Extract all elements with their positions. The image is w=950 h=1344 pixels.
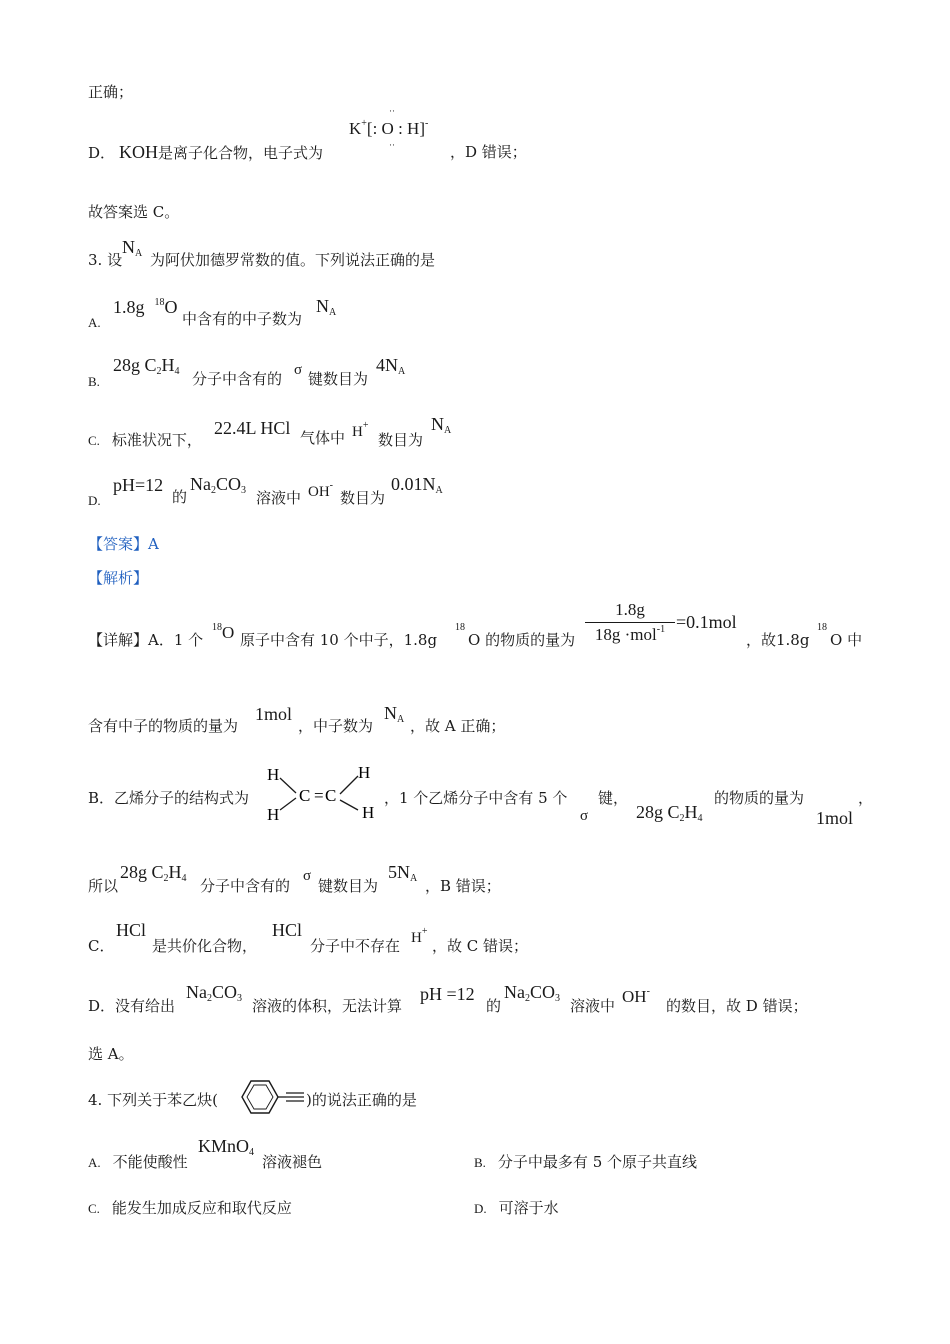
option-label-c: C. 能发生加成反应和取代反应 xyxy=(88,1199,292,1217)
formula-4na: $4N_A$ xyxy=(376,355,406,377)
text-fragment: 为阿伏加德罗常数的值。下列说法正确的是 xyxy=(150,251,436,269)
text-fragment: ，故1.8g xyxy=(746,631,810,649)
text-fragment: 分子中含有的 xyxy=(200,877,291,895)
text-fragment: O 的物质的量为 xyxy=(468,631,576,649)
formula-ph: pH =12 xyxy=(420,984,475,1004)
text-fragment: 的物质的量为 xyxy=(714,789,805,807)
sigma-symbol: σ xyxy=(580,808,589,824)
fraction xyxy=(585,600,675,645)
formula-ph: pH=12 xyxy=(113,475,164,495)
formula-na2co3: $Na_2CO_3$ xyxy=(190,474,247,496)
formula-na: $N_A$ xyxy=(384,703,405,725)
text-fragment: ， xyxy=(858,789,874,807)
question-3-stem: 3. 设 xyxy=(88,251,123,269)
text-fragment: 的 xyxy=(172,488,188,506)
text-fragment: B．乙烯分子的结构式为 xyxy=(88,789,250,807)
text-fragment: 溶液中 xyxy=(570,997,616,1015)
formula-na: $N_A$ xyxy=(431,414,452,436)
svg-text:=: = xyxy=(314,786,324,805)
fraction-numerator: 1.8g xyxy=(615,600,645,619)
text-fragment: 数目为 xyxy=(340,489,386,507)
superscript: 18 xyxy=(817,622,827,633)
formula-h-plus: H+ xyxy=(411,926,428,946)
text-fragment: 键， xyxy=(598,789,629,807)
svg-text:H: H xyxy=(267,805,280,824)
option-label-c: C. 标准状况下， xyxy=(88,431,202,449)
text-line: 选 A。 xyxy=(88,1045,134,1063)
formula-18o: 1.8g $^{18}$O xyxy=(113,297,178,317)
formula-kmno4: KMnO$_4$ xyxy=(198,1136,255,1158)
text-line: 正确； xyxy=(88,83,134,101)
formula-ethylene: 28g $C_2H_4$ xyxy=(120,862,187,884)
svg-text:H: H xyxy=(358,763,371,782)
lewis-structure-koh: K+[: O : H]- ·· ·· xyxy=(349,106,429,150)
option-label-a: A. xyxy=(88,315,101,330)
formula-na2co3: $Na_2CO_3$ xyxy=(504,982,561,1004)
formula-001na: $0.01N_A$ xyxy=(391,474,443,496)
formula-1mol: 1mol xyxy=(816,808,854,828)
svg-text:H: H xyxy=(267,765,280,784)
option-label-d: D. xyxy=(88,493,101,508)
formula-hcl: HCl xyxy=(272,920,303,940)
sigma-symbol: σ xyxy=(303,868,312,884)
text-fragment: 是共价化合物， xyxy=(152,937,258,955)
text-fragment: 键数目为 xyxy=(318,877,379,895)
text-fragment: 分子中不存在 xyxy=(310,937,401,955)
text-fragment: ，中子数为 xyxy=(298,717,374,735)
text-fragment: 溶液的体积，无法计算 xyxy=(252,997,403,1015)
text-fragment: O 中 xyxy=(830,631,863,649)
analysis-tag: 【解析】 xyxy=(88,569,149,587)
sigma-symbol: σ xyxy=(294,362,303,378)
text-fragment: D．没有给出 xyxy=(88,997,176,1015)
formula-na: $N_A$ xyxy=(122,237,143,259)
text-fragment: 分子中含有的 xyxy=(192,370,283,388)
text-fragment: 键数目为 xyxy=(308,370,369,388)
text-fragment: ，1 个乙烯分子中含有 5 个 xyxy=(384,789,568,807)
option-label-a: A. 不能使酸性 xyxy=(88,1153,188,1171)
formula-hcl: HCl xyxy=(116,920,147,940)
text-fragment: 原子中含有 10 个中子，1.8g xyxy=(240,631,438,649)
phenylacetylene-structure xyxy=(234,1074,306,1120)
question-4-stem: 4. 下列关于苯乙炔( xyxy=(88,1091,218,1109)
svg-text:H: H xyxy=(362,803,375,822)
option-label-d: D. 可溶于水 xyxy=(474,1199,559,1217)
text-fragment: 的数目，故 D 错误； xyxy=(666,997,808,1015)
formula-1mol: 1mol xyxy=(255,704,293,724)
svg-text:C: C xyxy=(299,786,311,805)
formula-5na: $5N_A$ xyxy=(388,862,418,884)
ethylene-structure xyxy=(262,758,387,826)
formula-oh: OH- xyxy=(622,986,650,1006)
text-fragment: ，故 C 错误； xyxy=(432,937,529,955)
text-fragment: 溶液褪色 xyxy=(262,1153,323,1171)
text-fragment: 数目为 xyxy=(378,431,424,449)
superscript: 18 xyxy=(455,622,465,633)
text-fragment: 所以 xyxy=(88,877,119,895)
text-fragment: 溶液中 xyxy=(256,489,302,507)
text-fragment: C． xyxy=(88,937,115,955)
formula-na: $N_A$ xyxy=(316,296,337,318)
text-fragment: 的 xyxy=(486,997,502,1015)
text-fragment: 中含有的中子数为 xyxy=(182,310,303,328)
formula-18o-small: $^{18}$O xyxy=(212,622,235,642)
formula-hcl: 22.4L HCl xyxy=(214,418,291,438)
formula-result: =0.1mol xyxy=(676,612,737,632)
text-fragment: ，D 错误； xyxy=(450,143,527,161)
formula-na2co3: $Na_2CO_3$ xyxy=(186,982,243,1004)
detail-text: 【详解】A．1 个 xyxy=(88,631,204,649)
svg-text:C: C xyxy=(325,786,337,805)
text-fragment: 气体中 xyxy=(300,429,346,447)
option-label-b: B. xyxy=(88,374,100,389)
option-label-b: B. 分子中最多有 5 个原子共直线 xyxy=(474,1153,698,1171)
fraction-denominator: 18g ·mol$^{-1}$ xyxy=(585,622,675,645)
answer-tag: 【答案】A xyxy=(88,535,159,553)
text-fragment: 含有中子的物质的量为 xyxy=(88,717,239,735)
text-fragment: ，B 错误； xyxy=(425,877,501,895)
formula-ethylene: 28g $C_2H_4$ xyxy=(636,802,703,824)
option-d-line: D． KOH是离子化合物，电子式为 xyxy=(88,142,324,162)
answer-line: 故答案选 C。 xyxy=(88,203,180,221)
formula-h-plus: H+ xyxy=(352,420,369,440)
formula-ethylene: 28g $C_2H_4$ xyxy=(113,355,180,377)
text-fragment: )的说法正确的是 xyxy=(306,1091,417,1109)
formula-oh: OH- xyxy=(308,480,334,500)
text-fragment: ，故 A 正确； xyxy=(410,717,506,735)
formula-koh: KOH xyxy=(119,142,159,162)
